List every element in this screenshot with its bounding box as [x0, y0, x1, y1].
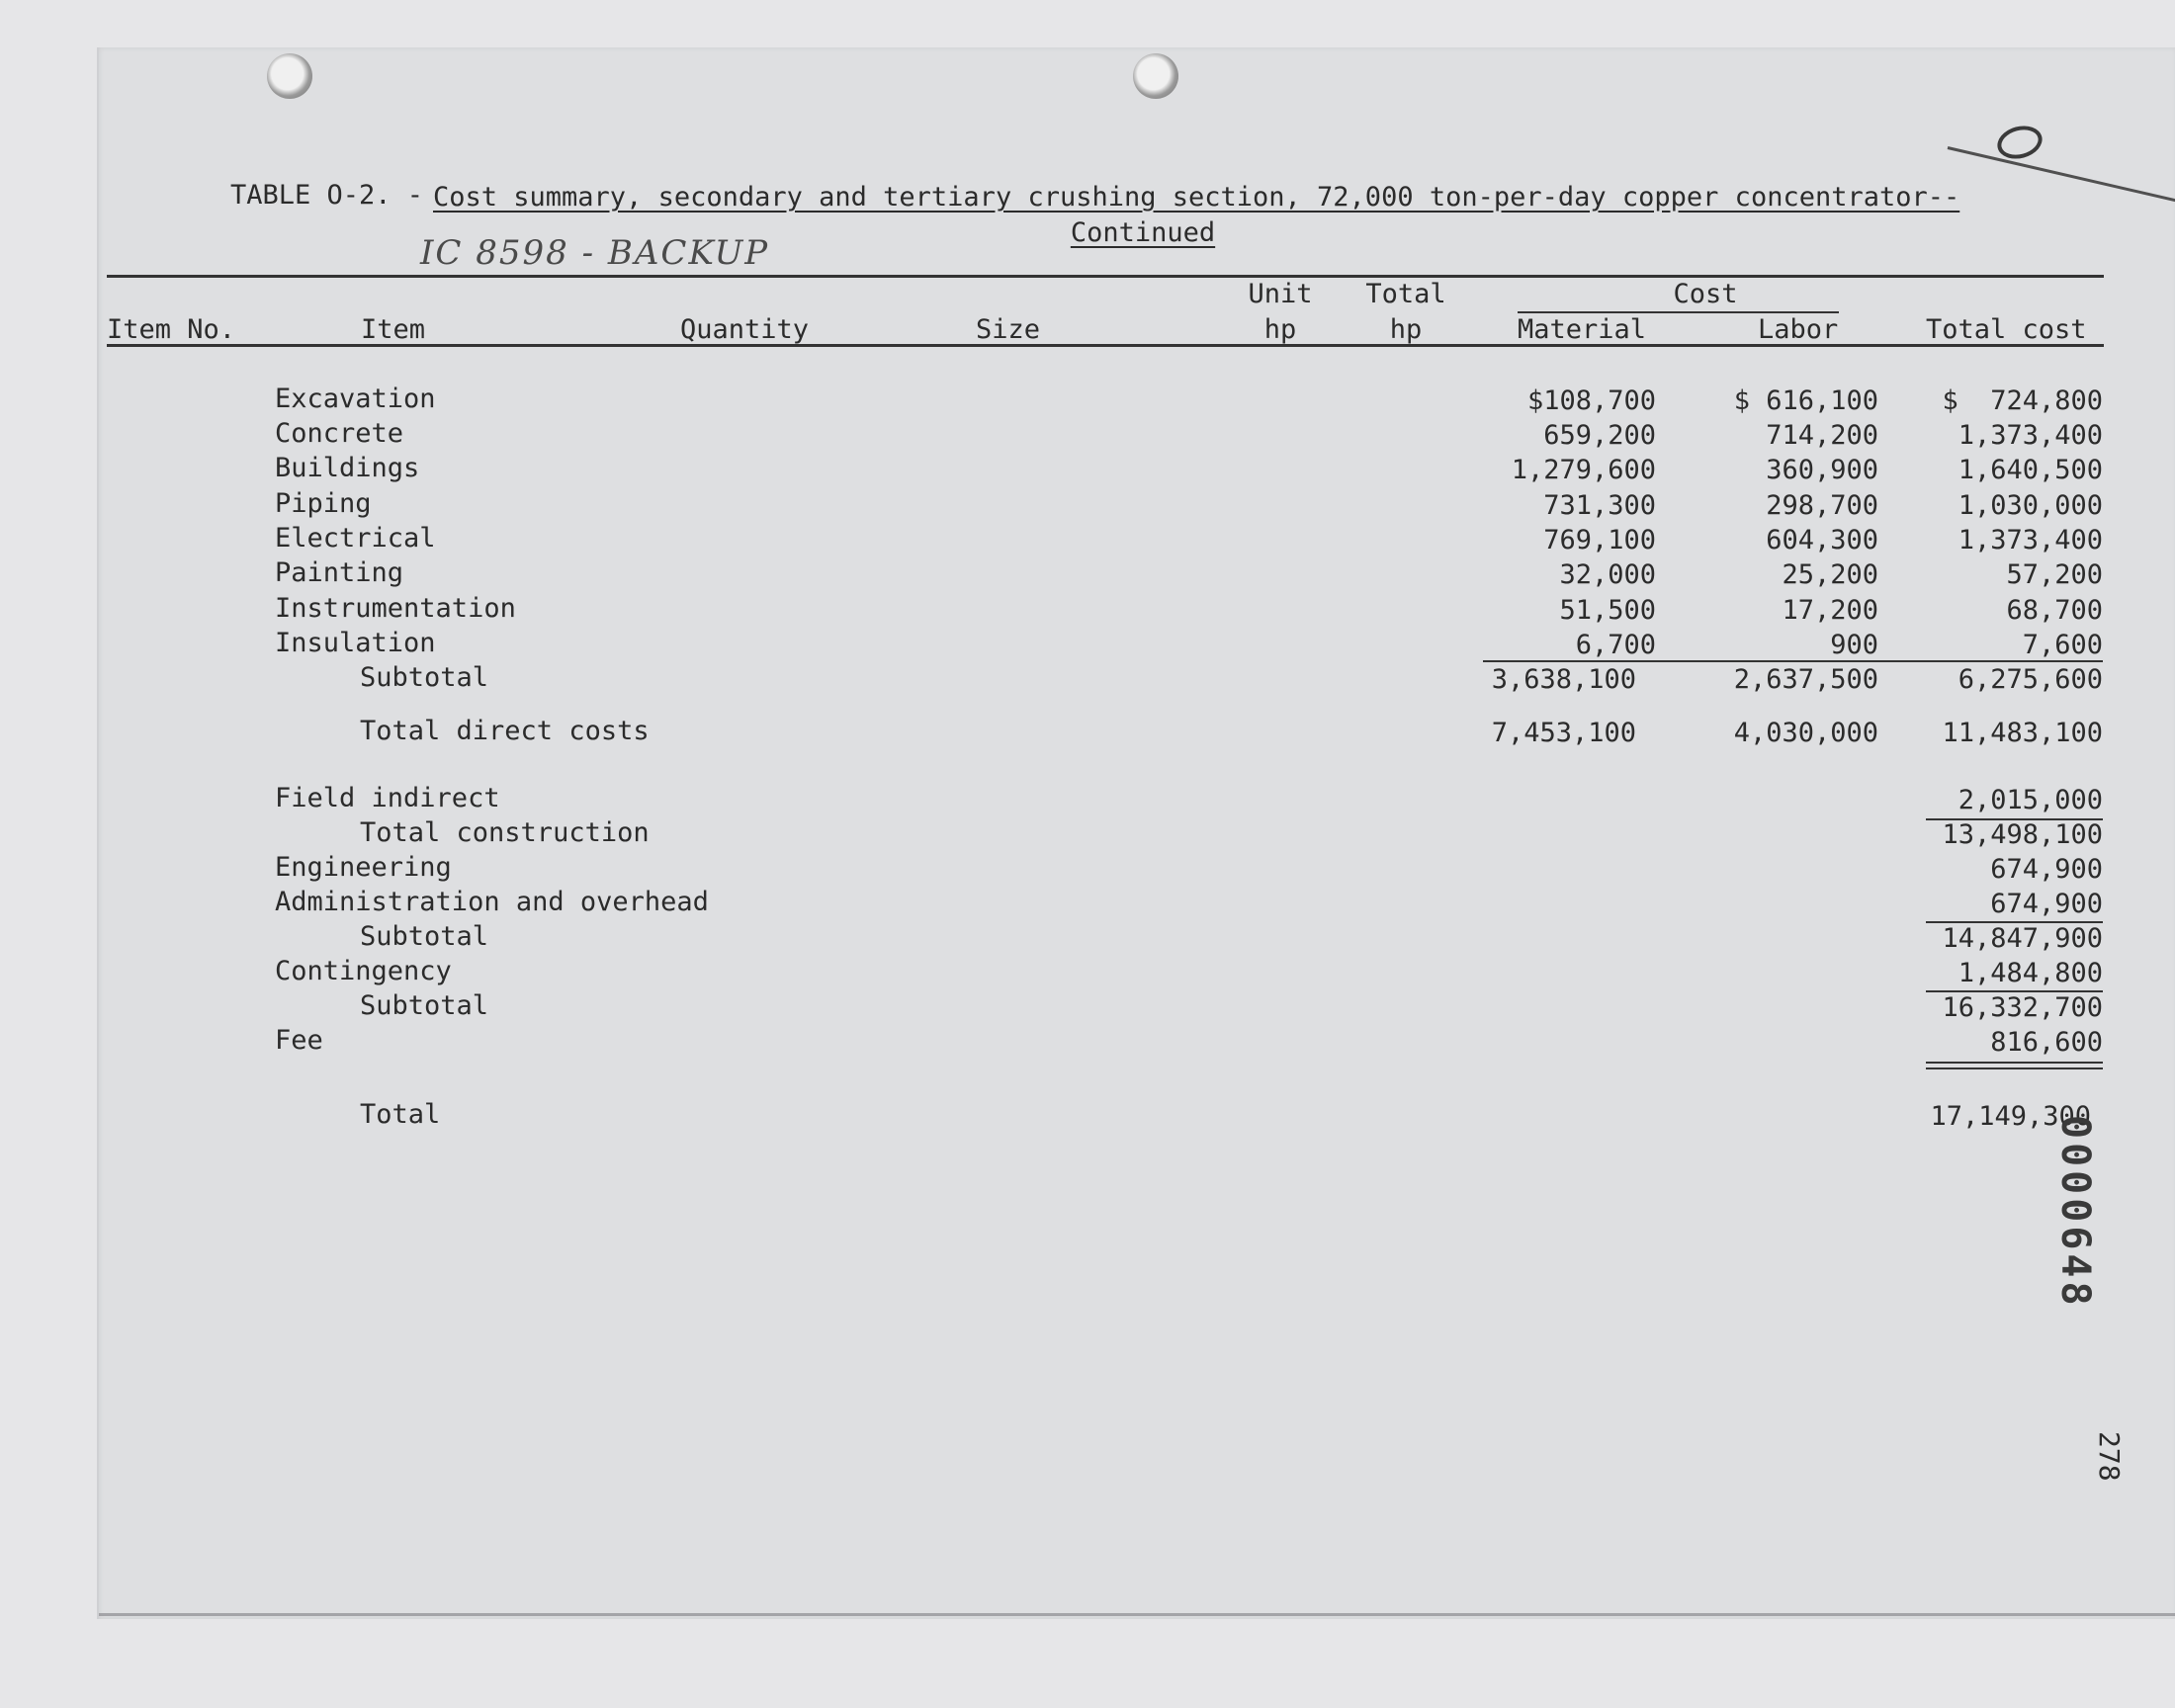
table-title-continued: Continued — [1070, 217, 1216, 248]
row-item: Subtotal — [360, 990, 489, 1021]
row-labor: 4,030,000 — [1733, 718, 1878, 748]
row-material: 32,000 — [1559, 559, 1656, 590]
staple-ring — [1994, 122, 2046, 164]
archive-stamp: 0000648 — [2052, 1115, 2098, 1310]
row-total: 1,640,500 — [1958, 455, 2103, 485]
row-total: 7,600 — [2022, 630, 2103, 660]
row-item: Concrete — [275, 418, 404, 449]
row-total: 17,149,300 — [1930, 1101, 2091, 1132]
row-material: 769,100 — [1543, 525, 1656, 555]
row-material: 7,453,100 — [1491, 718, 1636, 748]
header-labor: Labor — [1758, 314, 1839, 345]
row-total: 2,015,000 — [1958, 785, 2103, 815]
row-material: 1,279,600 — [1511, 455, 1656, 485]
row-item: Total construction — [360, 817, 650, 848]
header-unit-hp-top: Unit — [1248, 279, 1313, 309]
row-material: $108,700 — [1526, 385, 1656, 416]
row-item: Insulation — [275, 628, 436, 658]
row-total: 6,275,600 — [1958, 664, 2103, 695]
page-bottom-edge — [99, 1613, 2175, 1616]
punch-hole — [267, 53, 312, 99]
table-title: Cost summary, secondary and tertiary crushing section, 72,000 ton-per-day copper concentrator-- — [433, 182, 1960, 213]
row-item: Instrumentation — [275, 593, 516, 624]
row-item: Piping — [275, 488, 372, 519]
row-material: 6,700 — [1575, 630, 1656, 660]
row-total: 674,900 — [1990, 854, 2103, 885]
header-quantity: Quantity — [680, 314, 810, 345]
row-total: $ 724,800 — [1942, 385, 2103, 416]
row-item: Fee — [275, 1025, 323, 1056]
row-material: 659,200 — [1543, 420, 1656, 451]
header-total-hp-top: Total — [1365, 279, 1446, 309]
header-item: Item — [361, 314, 426, 345]
header-size: Size — [976, 314, 1041, 345]
header-total-hp-bottom: hp — [1389, 314, 1423, 345]
row-total: 13,498,100 — [1942, 819, 2103, 850]
header-material: Material — [1518, 314, 1647, 345]
row-labor: 298,700 — [1766, 490, 1878, 521]
row-labor: 604,300 — [1766, 525, 1878, 555]
row-material: 3,638,100 — [1491, 664, 1636, 695]
row-item: Administration and overhead — [275, 887, 709, 917]
table-prefix: TABLE O-2. - — [230, 180, 424, 211]
row-labor: $ 616,100 — [1733, 385, 1878, 416]
row-labor: 17,200 — [1782, 595, 1878, 626]
handwritten-note: IC 8598 - BACKUP — [420, 233, 770, 273]
header-item-no: Item No. — [107, 314, 236, 345]
row-item: Painting — [275, 557, 404, 588]
staple-wire — [1948, 146, 2175, 222]
row-total: 816,600 — [1990, 1027, 2103, 1058]
row-item: Engineering — [275, 852, 452, 883]
row-total: 1,373,400 — [1958, 525, 2103, 555]
row-labor: 714,200 — [1766, 420, 1878, 451]
row-material: 731,300 — [1543, 490, 1656, 521]
row-total: 14,847,900 — [1942, 923, 2103, 954]
row-item: Subtotal — [360, 921, 489, 952]
subtotal-rule — [1483, 660, 2103, 662]
row-labor: 25,200 — [1782, 559, 1878, 590]
row-total: 1,030,000 — [1958, 490, 2103, 521]
punch-hole — [1133, 53, 1178, 99]
row-total: 68,700 — [2006, 595, 2103, 626]
row-item: Excavation — [275, 384, 436, 414]
page-number: 278 — [2093, 1431, 2126, 1482]
header-unit-hp-bottom: hp — [1263, 314, 1297, 345]
row-total: 57,200 — [2006, 559, 2103, 590]
row-total: 16,332,700 — [1942, 992, 2103, 1023]
row-item: Field indirect — [275, 783, 500, 813]
header-cost-group: Cost — [1673, 279, 1738, 309]
row-item: Electrical — [275, 523, 436, 554]
row-item: Buildings — [275, 453, 420, 483]
row-total: 11,483,100 — [1942, 718, 2103, 748]
cost-group-rule — [1518, 311, 1839, 313]
row-item: Contingency — [275, 956, 452, 986]
row-item-total-direct: Total direct costs — [360, 716, 650, 746]
header-total-cost: Total cost — [1926, 314, 2087, 345]
row-material: 51,500 — [1559, 595, 1656, 626]
row-item-grand-total: Total — [360, 1099, 441, 1130]
double-rule — [1926, 1068, 2103, 1069]
row-total: 1,484,800 — [1958, 958, 2103, 988]
row-labor: 900 — [1830, 630, 1878, 660]
double-rule — [1926, 1062, 2103, 1064]
row-item-subtotal: Subtotal — [360, 662, 489, 693]
row-total: 674,900 — [1990, 889, 2103, 919]
row-labor: 2,637,500 — [1733, 664, 1878, 695]
header-top-rule — [107, 275, 2104, 278]
row-total: 1,373,400 — [1958, 420, 2103, 451]
row-labor: 360,900 — [1766, 455, 1878, 485]
